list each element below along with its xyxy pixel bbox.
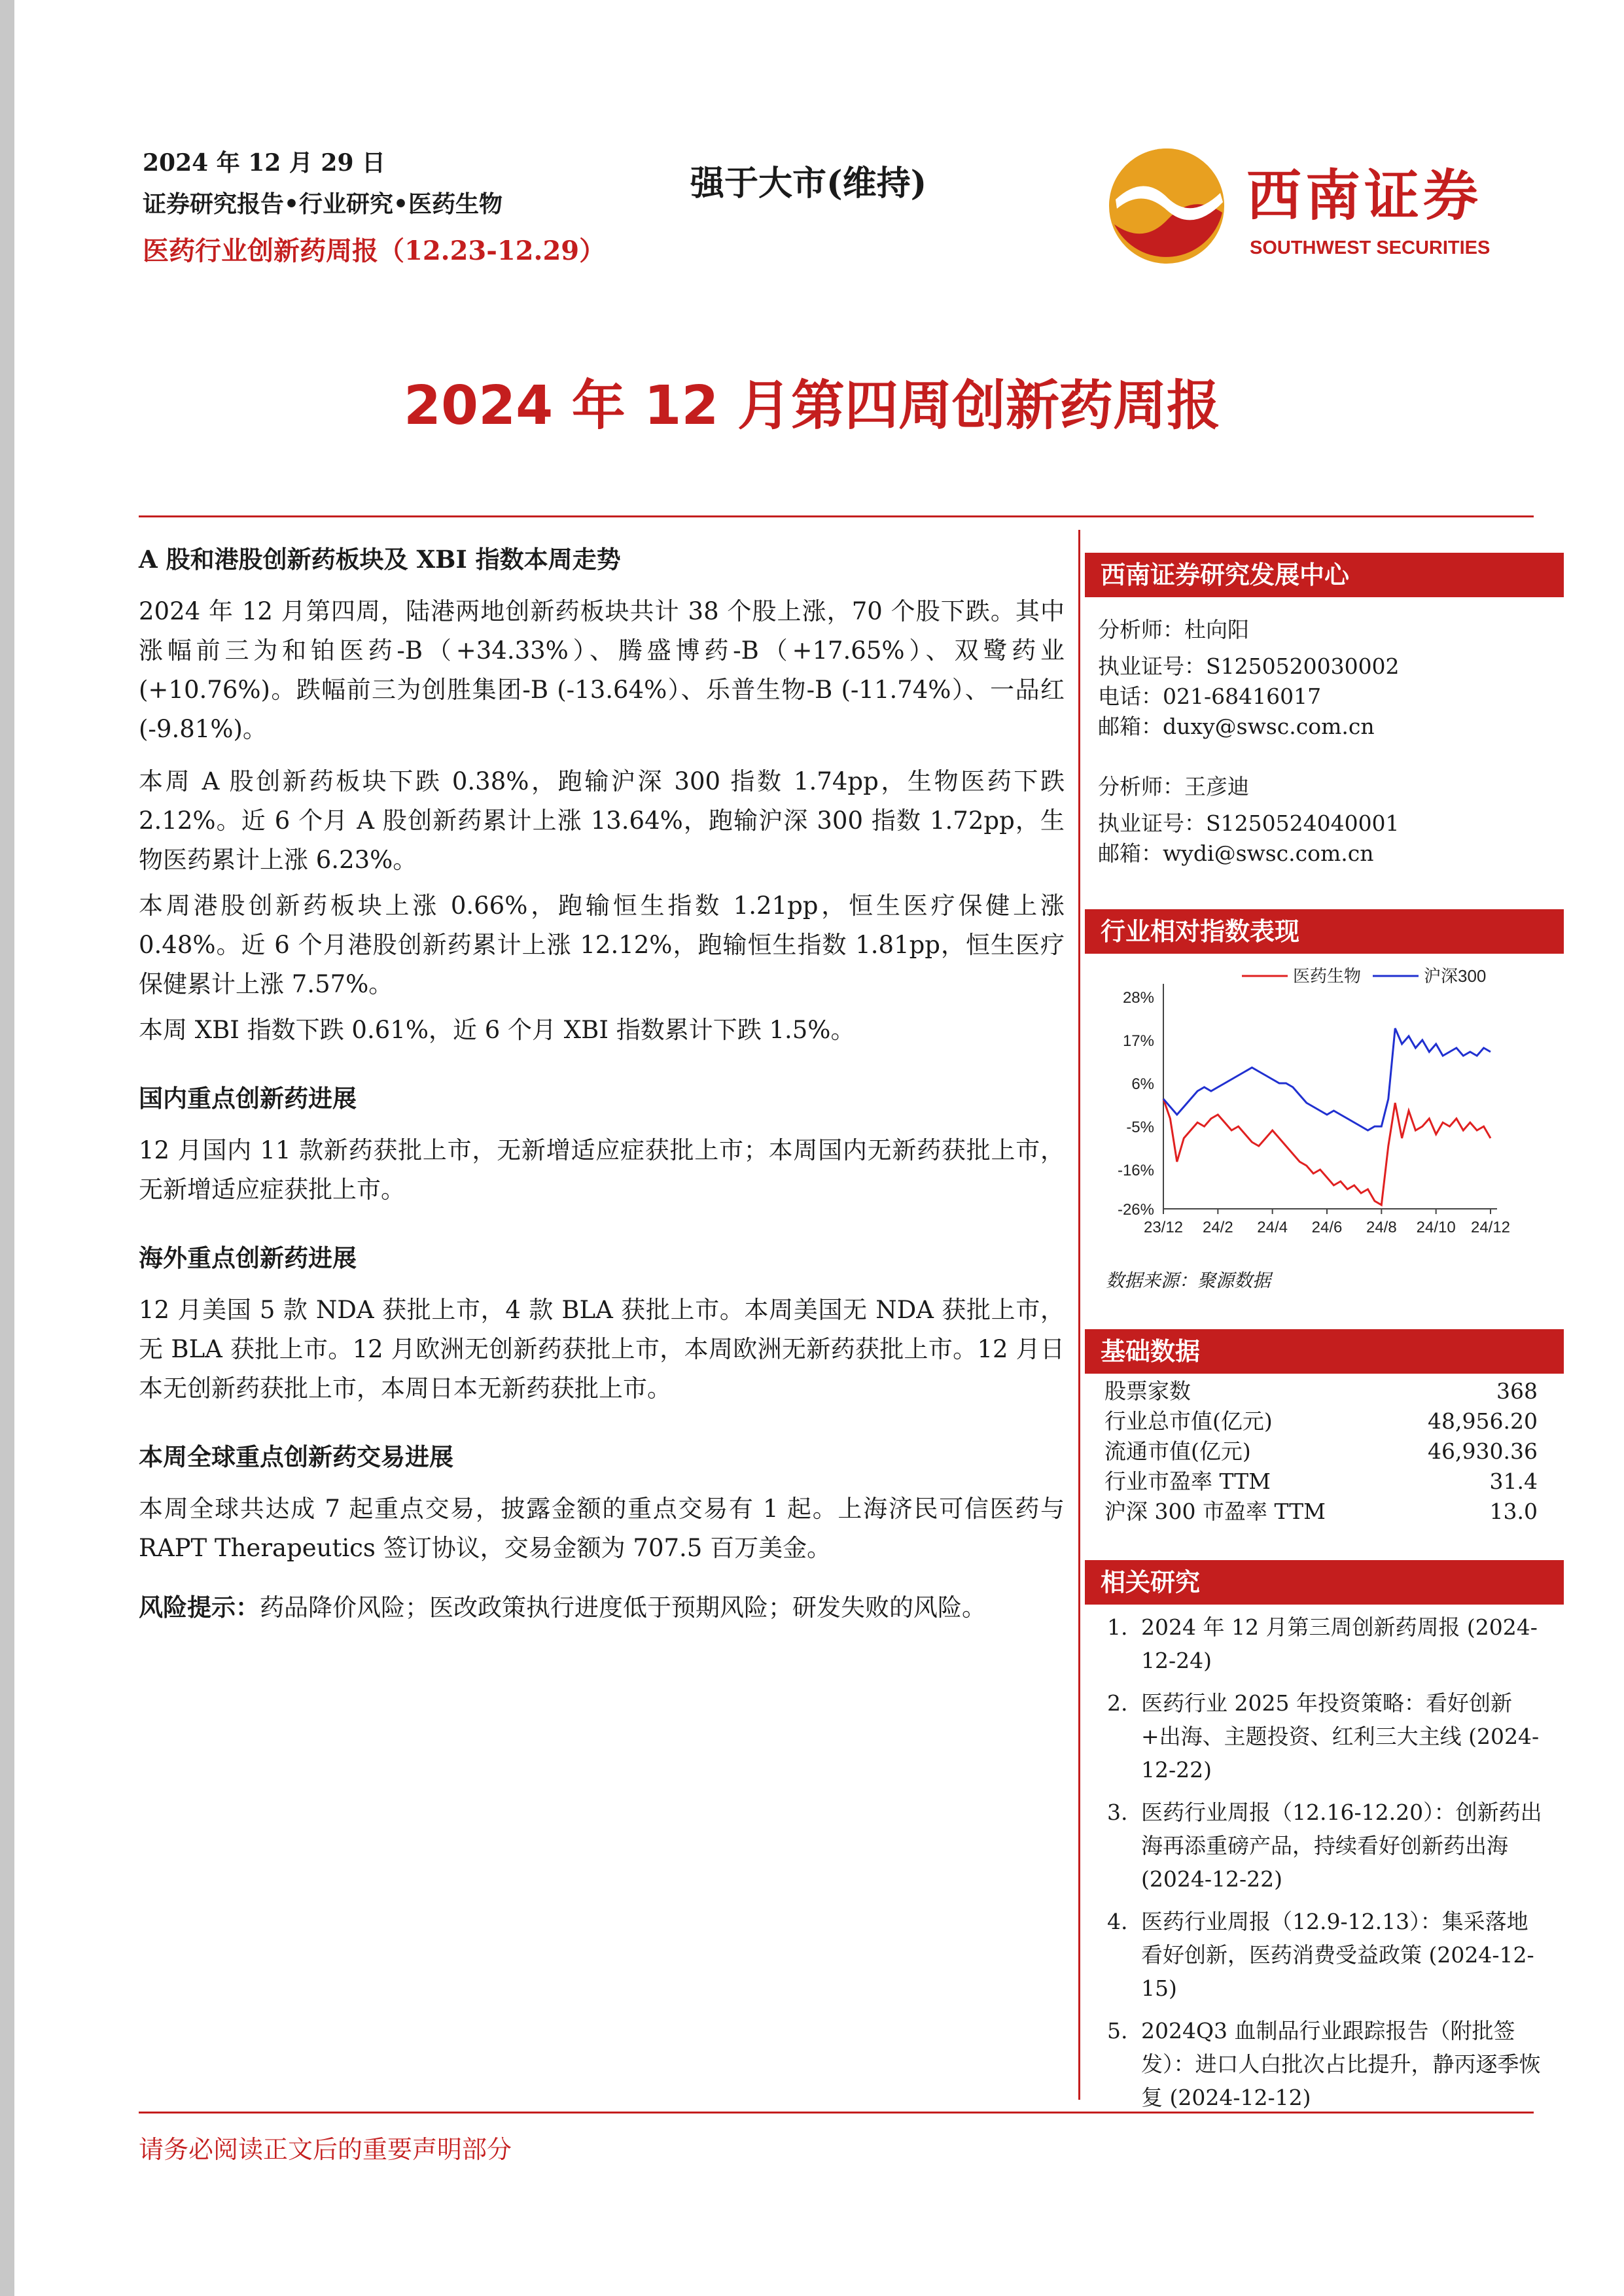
company-logo-icon <box>1108 147 1226 265</box>
related-item[interactable] <box>1107 1905 1544 2005</box>
chart-y-tick-label: 17% <box>1122 1032 1154 1050</box>
paragraph: 本周港股创新药板块上涨 0.66%，跑输恒生指数 1.21pp，恒生医疗保健上涨 0.48%。近 6 个月港股创新药累计上涨 12.12%，跑输恒生指数 1.81pp，恒生医疗保健累计上涨 7.57%。 <box>139 892 1065 998</box>
related-research-list <box>1085 1610 1564 2123</box>
paragraph: 12 月国内 11 款新药获批上市，无新增适应症获批上市；本周国内无新药获批上市，无新增适应症获批上市。 <box>139 1136 1065 1204</box>
page-title: 2024 年 12 月第四周创新药周报 <box>404 375 1220 437</box>
analyst-2 <box>1085 772 1564 869</box>
report-category: 证券研究报告•行业研究•医药生物 <box>143 190 503 218</box>
chart-legend-label: 沪深300 <box>1424 966 1487 986</box>
paragraph: 2024 年 12 月第四周，陆港两地创新药板块共计 38 个股上涨，70 个股下跌。其中涨幅前三为和铂医药-B（+34.33%）、腾盛博药-B（+17.65%）、双鹭药业(+10.76%)。跌幅前三为创胜集团-B (-13.64%）、乐普生物-B (-11.74%）、一品红(-9.81%)。 <box>139 597 1065 743</box>
related-num: 1. <box>1107 1614 1128 1640</box>
related-num: 4. <box>1107 1909 1128 1934</box>
chart-y-tick-label: 28% <box>1122 989 1154 1007</box>
basic-value: 13.0 <box>1489 1499 1538 1524</box>
chart-y-tick-label: -16% <box>1117 1162 1154 1179</box>
basic-value: 46,930.36 <box>1428 1438 1538 1464</box>
basic-value: 31.4 <box>1489 1469 1538 1494</box>
index-performance-chart <box>1091 960 1564 1248</box>
related-num: 5. <box>1107 2018 1128 2044</box>
related-research-bar: 相关研究 <box>1085 1560 1564 1605</box>
basic-data-row <box>1104 1436 1538 1467</box>
related-item[interactable] <box>1107 1796 1544 1896</box>
basic-label: 沪深 300 市盈率 TTM <box>1104 1499 1326 1524</box>
chart-x-tick-label: 24/6 <box>1311 1219 1343 1236</box>
analyst-1 <box>1085 615 1564 742</box>
footer-disclaimer: 请务必阅读正文后的重要声明部分 <box>139 2135 512 2164</box>
footer-divider <box>139 2112 1534 2113</box>
basic-data-row <box>1104 1406 1538 1436</box>
basic-label: 股票家数 <box>1104 1378 1191 1404</box>
basic-value: 48,956.20 <box>1428 1408 1538 1434</box>
basic-value: 368 <box>1496 1378 1538 1404</box>
rating: 强于大市(维持) <box>690 164 927 203</box>
related-text: 医药行业周报（12.9-12.13）：集采落地看好创新，医药消费受益政策 (2024-12-15) <box>1141 1909 1534 2001</box>
analyst-email[interactable]: 邮箱：duxy@swsc.com.cn <box>1098 714 1375 739</box>
related-item[interactable] <box>1107 1686 1544 1786</box>
related-item[interactable] <box>1107 1610 1544 1677</box>
related-text: 2024Q3 血制品行业跟踪报告（附批签发）：进口人白批次占比提升，静丙逐季恢复 (2024-12-12) <box>1141 2018 1541 2110</box>
analyst-phone: 电话：021-68416017 <box>1098 684 1322 709</box>
chart-y-tick-label: -5% <box>1126 1119 1154 1136</box>
analyst-email[interactable]: 邮箱：wydi@swsc.com.cn <box>1098 841 1374 866</box>
related-item[interactable] <box>1107 2014 1544 2114</box>
related-num: 2. <box>1107 1690 1128 1716</box>
chart-x-tick-label: 24/8 <box>1366 1219 1397 1236</box>
chart-x-tick-label: 23/12 <box>1143 1219 1184 1236</box>
report-date: 2024 年 12 月 29 日 <box>143 149 386 177</box>
research-center-bar: 西南证券研究发展中心 <box>1085 553 1564 597</box>
paragraph: 本周全球共达成 7 起重点交易，披露金额的重点交易有 1 起。上海济民可信医药与 RAPT Therapeutics 签订协议，交易金额为 707.5 百万美金。 <box>139 1495 1065 1562</box>
chart-series-line <box>1163 1028 1491 1130</box>
chart-x-tick-label: 24/4 <box>1257 1219 1288 1236</box>
chart-source: 数据来源：聚源数据 <box>1106 1270 1271 1291</box>
logo-name-cn: 西南证券 <box>1246 163 1483 228</box>
chart-y-tick-label: -26% <box>1117 1201 1154 1219</box>
related-text: 2024 年 12 月第三周创新药周报 (2024-12-24) <box>1141 1614 1538 1673</box>
related-num: 3. <box>1107 1800 1128 1825</box>
report-series: 医药行业创新药周报（12.23-12.29） <box>143 235 606 266</box>
related-text: 医药行业 2025 年投资策略：看好创新+出海、主题投资、红利三大主线 (2024-12-22) <box>1141 1690 1540 1783</box>
chart-legend-label: 医药生物 <box>1293 966 1362 986</box>
analyst-cert: 执业证号：S1250524040001 <box>1098 810 1400 836</box>
header-divider <box>139 515 1534 517</box>
chart-x-tick-label: 24/2 <box>1202 1219 1233 1236</box>
paragraph: 本周 XBI 指数下跌 0.61%，近 6 个月 XBI 指数累计下跌 1.5%。 <box>139 1016 855 1044</box>
basic-data-row <box>1104 1497 1538 1527</box>
basic-data-row <box>1104 1467 1538 1497</box>
basic-label: 行业总市值(亿元) <box>1104 1408 1273 1434</box>
chart-x-tick-label: 24/12 <box>1470 1219 1511 1236</box>
basic-label: 流通市值(亿元) <box>1104 1438 1251 1464</box>
chart-title-bar: 行业相对指数表现 <box>1085 909 1564 954</box>
analyst-name: 分析师：王彦迪 <box>1098 774 1249 799</box>
risk-label: 风险提示： <box>139 1593 260 1622</box>
paragraph: 本周 A 股创新药板块下跌 0.38%，跑输沪深 300 指数 1.74pp，生物医药下跌 2.12%。近 6 个月 A 股创新药累计上涨 13.64%，跑输沪深 300 指数 1.72pp，生物医药累计上涨 6.23%。 <box>139 767 1065 874</box>
logo-name-en: SOUTHWEST SECURITIES <box>1250 237 1491 258</box>
left-edge-stripe <box>0 0 14 2296</box>
column-divider <box>1078 530 1080 2100</box>
paragraph: 12 月美国 5 款 NDA 获批上市，4 款 BLA 获批上市。本周美国无 NDA 获批上市，无 BLA 获批上市。12 月欧洲无创新药获批上市，本周欧洲无新药获批上市。12 月日本无创新药获批上市，本周日本无新药获批上市。 <box>139 1296 1065 1402</box>
basic-data-row <box>1104 1376 1538 1406</box>
analyst-name: 分析师：杜向阳 <box>1098 617 1249 642</box>
section-heading: 国内重点创新药进展 <box>139 1084 357 1113</box>
section-heading: 海外重点创新药进展 <box>139 1244 357 1272</box>
basic-label: 行业市盈率 TTM <box>1104 1469 1271 1494</box>
basic-data-table <box>1085 1376 1564 1527</box>
main-content <box>139 540 1065 1634</box>
risk-note <box>139 1588 1065 1627</box>
related-text: 医药行业周报（12.16-12.20）：创新药出海再添重磅产品，持续看好创新药出海 (2024-12-22) <box>1141 1800 1542 1892</box>
chart-y-tick-label: 6% <box>1131 1075 1154 1093</box>
section-heading: 本周全球重点创新药交易进展 <box>139 1442 453 1471</box>
risk-text: 药品降价风险；医改政策执行进度低于预期风险；研发失败的风险。 <box>260 1593 986 1622</box>
basic-data-bar: 基础数据 <box>1085 1329 1564 1374</box>
section-heading: A 股和港股创新药板块及 XBI 指数本周走势 <box>139 545 621 574</box>
chart-x-tick-label: 24/10 <box>1416 1219 1456 1236</box>
analyst-cert: 执业证号：S1250520030002 <box>1098 653 1400 679</box>
